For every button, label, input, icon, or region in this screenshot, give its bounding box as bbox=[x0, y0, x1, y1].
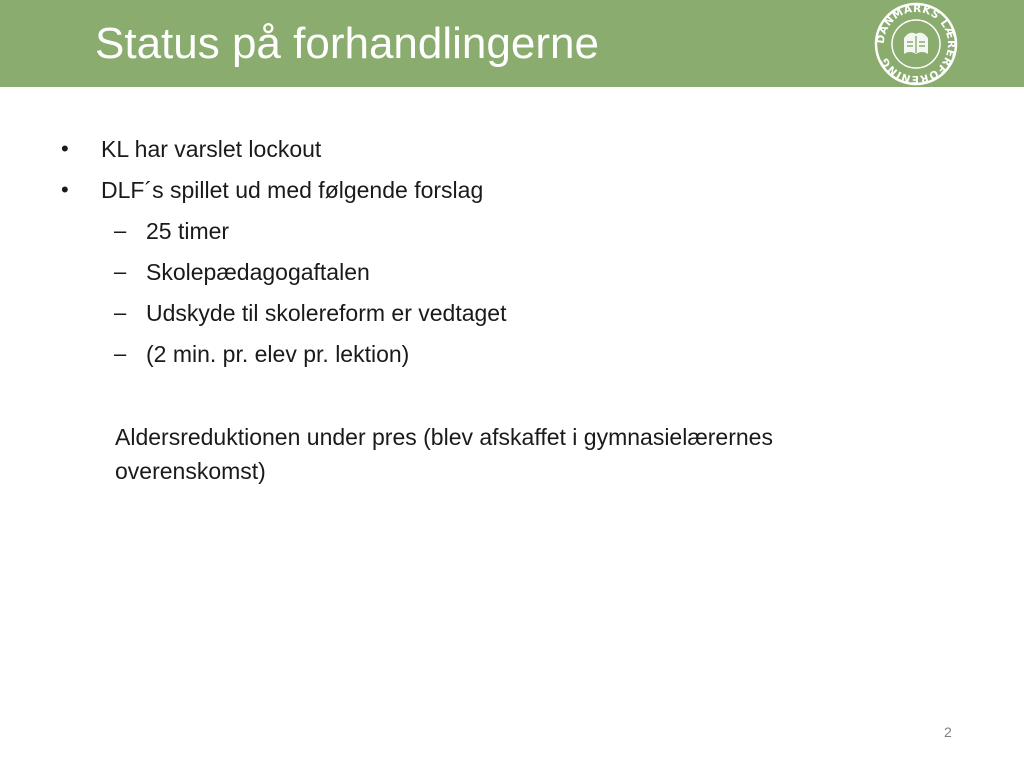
svg-text:DANMARKS LÆRERFORENING: DANMARKS LÆRERFORENING bbox=[874, 2, 958, 86]
body-paragraph: Aldersreduktionen under pres (blev afskaffet i gymnasielærernes overenskomst) bbox=[115, 424, 773, 484]
bullet-marker: • bbox=[61, 177, 69, 202]
sub-bullet-marker: – bbox=[114, 218, 127, 243]
sub-bullet-marker: – bbox=[114, 259, 127, 284]
bullet-item: KL har varslet lockout bbox=[101, 136, 322, 162]
page-number: 2 bbox=[944, 724, 952, 740]
sub-bullet-item: (2 min. pr. elev pr. lektion) bbox=[146, 341, 410, 367]
sub-bullet-marker: – bbox=[114, 341, 127, 366]
slide-title: Status på forhandlingerne bbox=[95, 19, 599, 68]
sub-bullet-item: Udskyde til skolereform er vedtaget bbox=[146, 300, 507, 326]
bullet-marker: • bbox=[61, 136, 69, 161]
sub-bullet-marker: – bbox=[114, 300, 127, 325]
sub-bullet-item: 25 timer bbox=[146, 218, 230, 244]
sub-bullet-item: Skolepædagogaftalen bbox=[146, 259, 370, 285]
bullet-item: DLF´s spillet ud med følgende forslag bbox=[101, 177, 484, 203]
